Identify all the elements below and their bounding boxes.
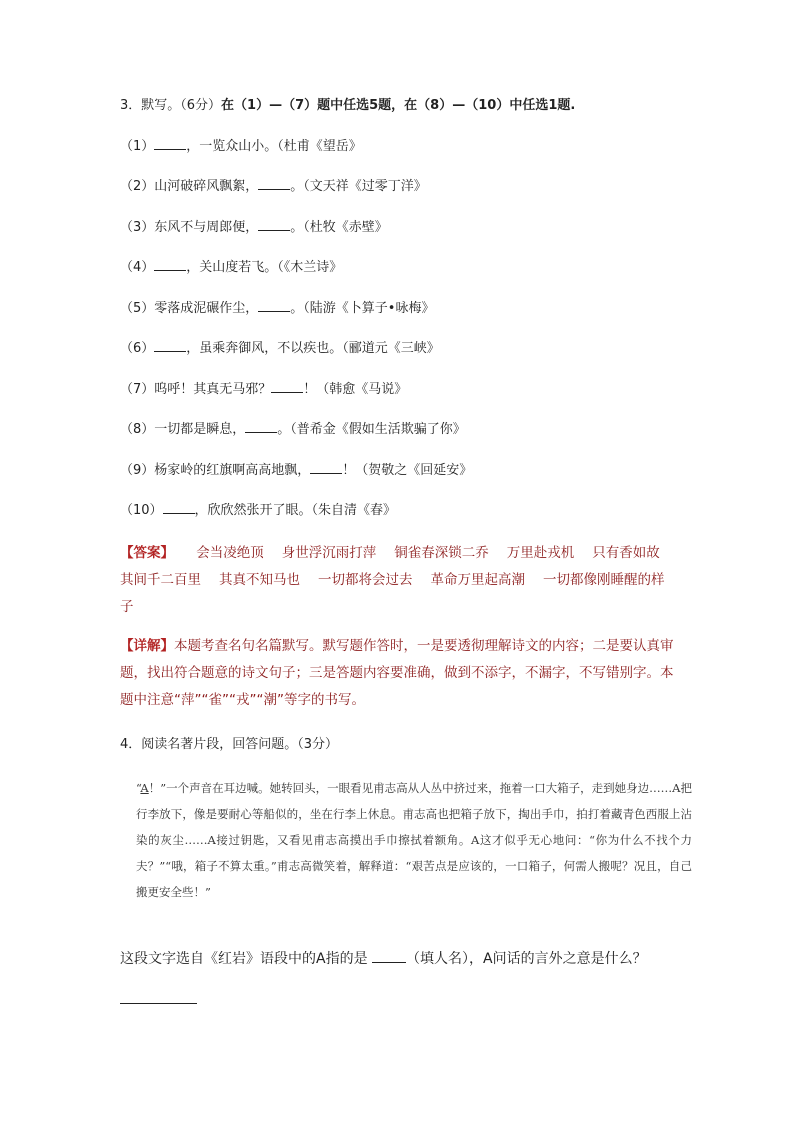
fill-in-item: [120, 501, 680, 521]
fill-in-item: [120, 177, 680, 197]
fill-in-item: [120, 137, 680, 157]
item-prefix: （7）呜呼！其真无马邪？: [120, 382, 272, 397]
fill-blank: [163, 501, 195, 514]
detail-tag: 【详解】: [120, 638, 174, 654]
item-text: 。（杜牧《赤壁》: [290, 220, 388, 235]
question-3-number: 3．默写。（6分）: [120, 98, 222, 113]
question-3-instruction: 在（1）—（7）题中任选5题，在（8）—（10）中任选1题.: [221, 98, 576, 113]
item-text: 。（普希金《假如生活欺骗了你》: [277, 422, 466, 437]
fill-blank: [310, 461, 342, 474]
fill-in-item: [120, 420, 680, 440]
fill-in-item: [120, 218, 680, 238]
fill-blank: [258, 177, 290, 190]
item-prefix: （10）: [120, 503, 163, 518]
answer-entry: 会当凌绝顶: [196, 545, 264, 561]
answer-entry: 只有香如故: [592, 545, 660, 561]
item-prefix: （1）: [120, 139, 155, 154]
fill-in-item: [120, 461, 680, 481]
item-text: ，一览众山小。（杜甫《望岳》: [186, 139, 362, 154]
answer-tag: 【答案】: [120, 545, 174, 561]
fill-in-item: [120, 380, 680, 400]
fill-blank: [245, 420, 277, 433]
item-text: ，虽乘奔御风，不以疾也。（郦道元《三峡》: [186, 341, 440, 356]
excerpt-a-marker: A: [140, 781, 149, 795]
question-4-prompt: [120, 948, 700, 970]
detail-block: [120, 633, 680, 714]
question-4-heading: 4．阅读名著片段，回答问题。（3分）: [120, 737, 339, 752]
item-text: ！（贺敬之《回延安》: [342, 463, 473, 478]
fill-in-item: [120, 258, 680, 278]
fill-blank: [154, 137, 186, 150]
name-blank: [372, 950, 406, 963]
question-3-heading: [120, 96, 680, 116]
answer-entry: 革命万里起高潮: [430, 572, 525, 588]
item-prefix: （4）: [120, 260, 155, 275]
question-4-prompt-part2: （填人名），A问话的言外之意是什么？: [406, 951, 647, 967]
answer-entry: 铜雀春深锁二乔: [394, 545, 489, 561]
fill-blank: [271, 380, 303, 393]
item-text: 。（陆游《卜算子•咏梅》: [290, 301, 435, 316]
fill-in-item: [120, 339, 680, 359]
item-text: ，关山度若飞。（《木兰诗》: [186, 260, 343, 275]
fill-in-item: [120, 299, 680, 319]
excerpt-open-quote: “: [136, 781, 141, 795]
question-4-prompt-part1: 这段文字选自《红岩》语段中的A指的是: [120, 951, 373, 967]
fill-blank: [154, 258, 186, 271]
fill-blank: [258, 299, 290, 312]
item-text: ！（韩愈《马说》: [303, 382, 408, 397]
detail-text: 本题考查名句名篇默写。默写题作答时，一是要透彻理解诗文的内容；二是要认真审题，找出符合题意的诗文句子；三是答题内容要准确，做到不添字，不漏字，不写错别字。本题中注意“萍”“雀”“戎”“潮”等字的书写。: [120, 638, 674, 708]
answer-line: [120, 1003, 197, 1004]
answer-entry: 其真不知马也: [219, 572, 300, 588]
novel-excerpt: [136, 775, 692, 905]
item-prefix: （6）: [120, 341, 155, 356]
answer-block: [120, 540, 680, 621]
answer-entry: 身世浮沉雨打萍: [281, 545, 377, 561]
item-text: 。（文天祥《过零丁洋》: [290, 179, 427, 194]
answer-entry: 一切都像刚睡醒的样子: [120, 572, 665, 615]
answer-entry: 一切都将会过去: [318, 572, 413, 588]
item-prefix: （3）东风不与周郎便，: [120, 220, 259, 235]
excerpt-text: ！”一个声音在耳边喊。她转回头，一眼看见甫志高从人丛中挤过来，拖着一口大箱子，走到她身边……A把行李放下，像是要耐心等船似的，坐在行李上休息。甫志高也把箱子放下，掏出手巾，拍打着藏青色西服上沾染的灰尘……A接过钥匙，又看见甫志高摸出手巾擦拭着额角。A这才似乎无心地问：“你为什么不找个力夫？”“哦，箱子不算太重。”甫志高微笑着，解释道：“艰苦点是应该的，一口箱子，何需人搬呢？况且，自己搬更安全些！”: [136, 781, 692, 899]
item-prefix: （2）山河破碎风飘絮，: [120, 179, 259, 194]
fill-blank: [258, 218, 290, 231]
item-prefix: （8）一切都是瞬息，: [120, 422, 246, 437]
item-prefix: （9）杨家岭的红旗啊高高地飘，: [120, 463, 311, 478]
answer-entry: 其间千二百里: [120, 572, 201, 588]
item-text: ，欣欣然张开了眼。（朱自清《春》: [194, 503, 397, 518]
item-prefix: （5）零落成泥碾作尘，: [120, 301, 259, 316]
fill-blank: [154, 339, 186, 352]
answer-entries: [120, 545, 678, 615]
answer-entry: 万里赴戎机: [506, 545, 575, 561]
